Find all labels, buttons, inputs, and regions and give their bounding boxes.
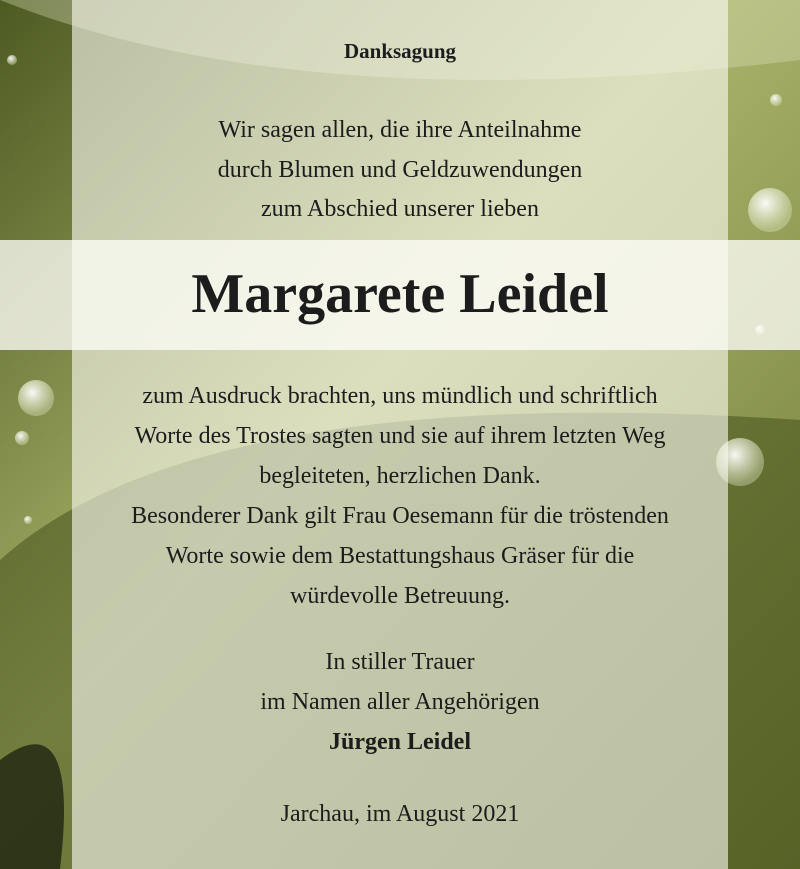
body-line: zum Ausdruck brachten, uns mündlich und schriftlich <box>142 383 658 409</box>
closing-line: im Namen aller Angehörigen <box>260 689 540 715</box>
body-line: Worte des Trostes sagten und sie auf ihrem letzten Weg <box>134 423 666 449</box>
closing-line: In stiller Trauer <box>325 649 475 675</box>
intro-line: durch Blumen und Geldzuwendungen <box>217 157 583 183</box>
body-line: würdevolle Betreuung. <box>290 583 510 609</box>
place-date: Jarchau, im August 2021 <box>280 801 520 827</box>
intro-line: zum Abschied unserer lieben <box>261 196 539 222</box>
heading: Danksagung <box>343 39 457 63</box>
body-line: Worte sowie dem Bestattungshaus Gräser für die <box>165 543 635 569</box>
deceased-name: Margarete Leidel <box>191 263 609 325</box>
intro-line: Wir sagen allen, die ihre Anteilnahme <box>218 117 582 143</box>
signatory-name: Jürgen Leidel <box>329 729 471 755</box>
body-line: Besonderer Dank gilt Frau Oesemann für die tröstenden <box>131 503 669 529</box>
body-line: begleiteten, herzlichen Dank. <box>259 463 541 489</box>
